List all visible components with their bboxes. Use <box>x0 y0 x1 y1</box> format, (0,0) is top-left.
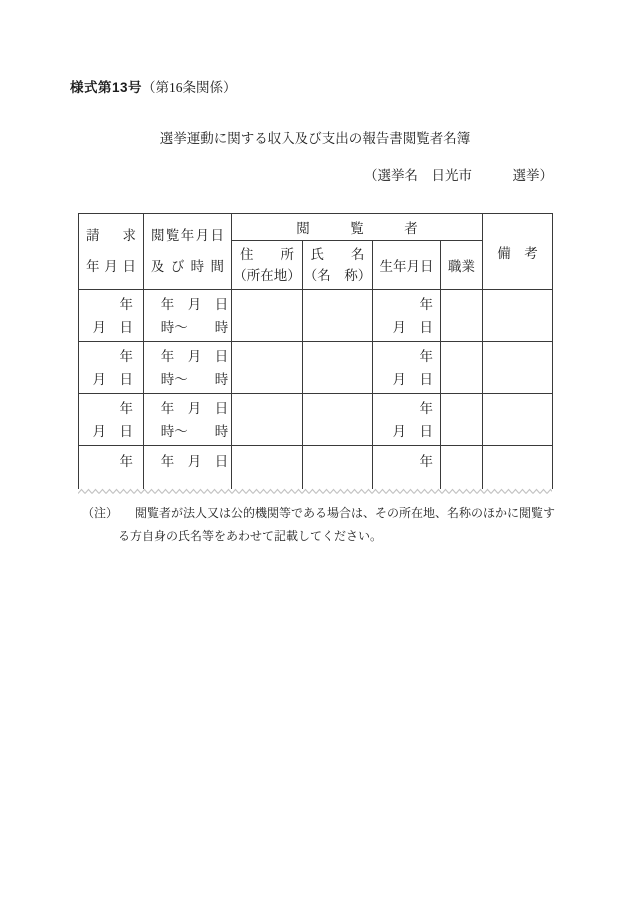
form-number: 様式第13号 <box>70 80 143 95</box>
header-viewer-group: 閲 覧 者 <box>232 214 483 241</box>
header-viewing-datetime-line2: 及 び 時 間 <box>151 259 224 275</box>
header-request-date <box>79 214 144 290</box>
header-address <box>232 241 303 290</box>
cell-remarks <box>483 290 553 342</box>
cell-birthdate: 年 月 日 <box>373 342 441 394</box>
cell-request-date: 年 月 日 <box>79 394 144 446</box>
torn-page-edge-zigzag <box>78 488 552 495</box>
cell-occupation <box>441 342 483 394</box>
header-viewing-datetime <box>144 214 232 290</box>
header-request-date-line2: 年 月 日 <box>86 259 136 275</box>
form-label <box>70 76 237 96</box>
cell-address <box>232 342 303 394</box>
cell-name <box>303 290 373 342</box>
cell-remarks <box>483 342 553 394</box>
election-name: （選挙名 日光市 選挙） <box>364 168 553 183</box>
cell-viewing-datetime: 年 月 日 <box>144 446 232 489</box>
cell-request-date: 年 月 日 <box>79 342 144 394</box>
header-name-line2: （名 称） <box>303 268 372 283</box>
cell-address <box>232 394 303 446</box>
footnote <box>82 502 572 548</box>
table-row <box>79 290 553 342</box>
cell-request-date: 年 月 日 <box>79 290 144 342</box>
cell-address <box>232 290 303 342</box>
footnote-line1: 閲覧者が法人又は公的機関等である場合は、その所在地、名称のほかに閲覧す <box>135 506 556 520</box>
table-row <box>79 394 553 446</box>
cell-viewing-datetime: 年 月 日 時～ 時 <box>144 342 232 394</box>
header-name <box>303 241 373 290</box>
cell-name <box>303 342 373 394</box>
cell-occupation <box>441 290 483 342</box>
header-birthdate: 生年月日 <box>373 241 441 290</box>
cell-occupation <box>441 394 483 446</box>
header-address-line2: （所在地） <box>233 268 301 283</box>
cell-remarks <box>483 394 553 446</box>
header-viewing-datetime-line1: 閲 覧 年 月 日 <box>151 227 224 243</box>
footnote-label: （注） <box>82 506 119 520</box>
cell-birthdate: 年 月 日 <box>373 394 441 446</box>
cell-address <box>232 446 303 489</box>
header-occupation: 職業 <box>441 241 483 290</box>
header-address-line1: 住 所 <box>240 247 294 262</box>
form-reference: （第16条関係） <box>142 80 237 95</box>
cell-name <box>303 446 373 489</box>
cell-name <box>303 394 373 446</box>
cell-viewing-datetime: 年 月 日 時～ 時 <box>144 394 232 446</box>
header-request-date-line1: 請 求 <box>86 227 136 243</box>
cell-birthdate: 年 月 日 <box>373 290 441 342</box>
cell-birthdate: 年 <box>373 446 441 489</box>
cell-request-date: 年 <box>79 446 144 489</box>
cell-viewing-datetime: 年 月 日 時～ 時 <box>144 290 232 342</box>
header-name-line1: 氏 名 <box>310 247 365 262</box>
viewer-registry-table-wrap <box>78 213 552 495</box>
header-remarks: 備 考 <box>483 214 553 290</box>
page-title: 選挙運動に関する収入及び支出の報告書閲覧者名簿 <box>159 131 471 146</box>
cell-occupation <box>441 446 483 489</box>
viewer-registry-table <box>78 213 553 489</box>
footnote-line2: る方自身の氏名等をあわせて記載してください。 <box>118 529 383 543</box>
table-row <box>79 342 553 394</box>
table-row-cutoff <box>79 446 553 489</box>
cell-remarks <box>483 446 553 489</box>
